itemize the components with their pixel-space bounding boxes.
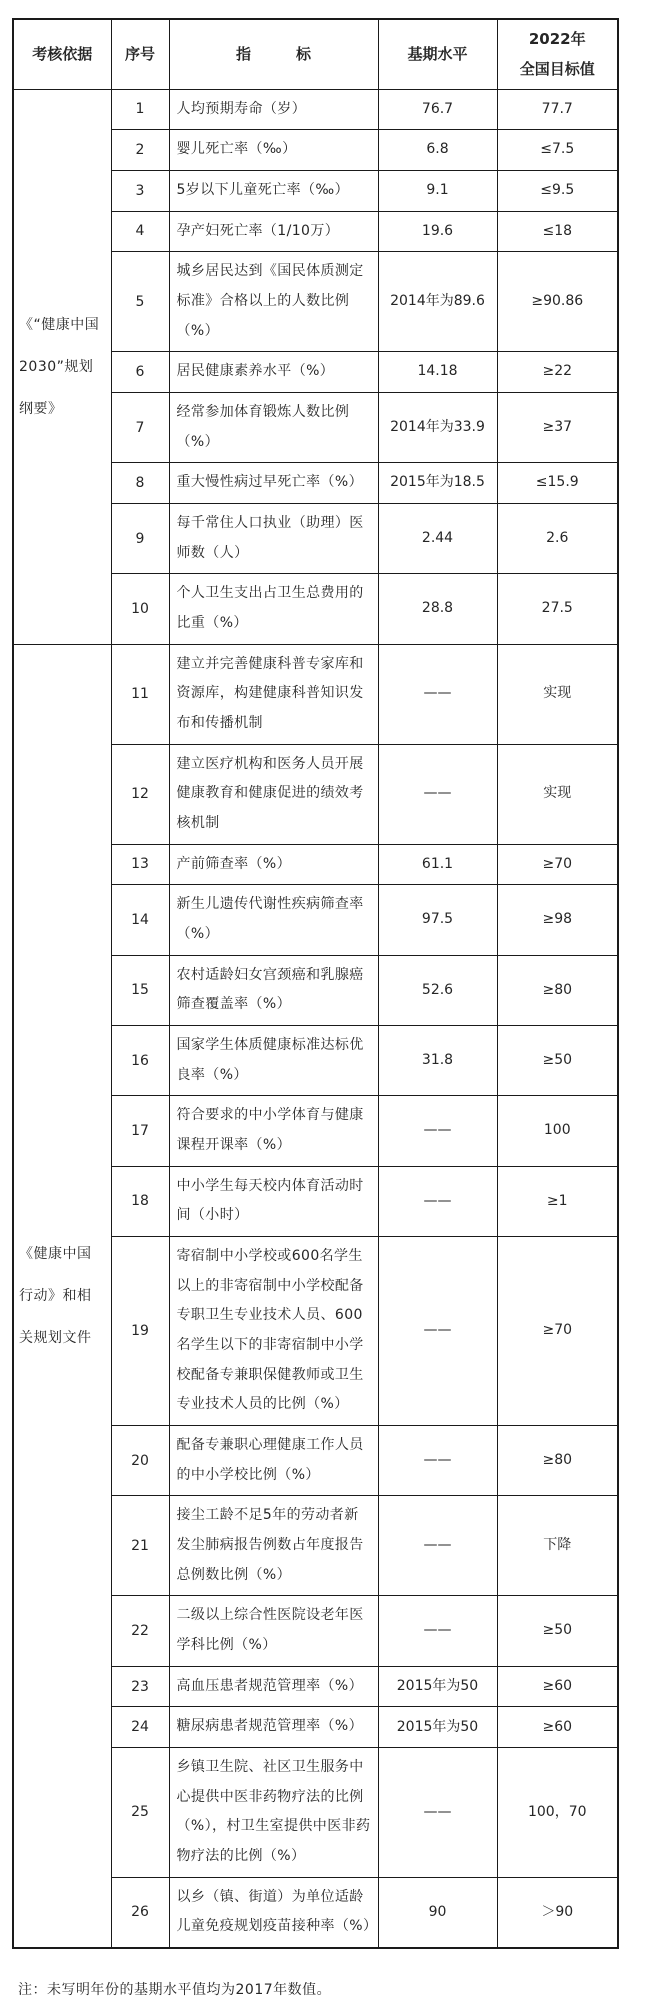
row-target: ≤15.9 bbox=[497, 463, 618, 504]
row-indicator: 孕产妇死亡率（1/10万） bbox=[169, 211, 378, 252]
row-indicator: 接尘工龄不足5年的劳动者新发尘肺病报告例数占年度报告总例数比例（%） bbox=[169, 1496, 378, 1596]
row-indicator: 产前筛查率（%） bbox=[169, 844, 378, 885]
row-indicator: 居民健康素养水平（%） bbox=[169, 352, 378, 393]
row-baseline: 52.6 bbox=[378, 955, 497, 1025]
row-number: 21 bbox=[111, 1496, 169, 1596]
row-target: ≥98 bbox=[497, 885, 618, 955]
row-baseline: 2015年为50 bbox=[378, 1666, 497, 1707]
row-baseline: 61.1 bbox=[378, 844, 497, 885]
row-target: ≤18 bbox=[497, 211, 618, 252]
row-baseline: —— bbox=[378, 744, 497, 844]
row-target: 下降 bbox=[497, 1496, 618, 1596]
row-baseline: 76.7 bbox=[378, 89, 497, 130]
row-baseline: 14.18 bbox=[378, 352, 497, 393]
row-baseline: 90 bbox=[378, 1877, 497, 1948]
row-indicator: 糖尿病患者规范管理率（%） bbox=[169, 1707, 378, 1748]
footnote: 注：未写明年份的基期水平值均为2017年数值。 bbox=[18, 1982, 332, 1999]
row-baseline: —— bbox=[378, 1166, 497, 1236]
row-number: 3 bbox=[111, 170, 169, 211]
row-target: 2.6 bbox=[497, 503, 618, 573]
row-number: 10 bbox=[111, 574, 169, 644]
row-target: ≥90.86 bbox=[497, 252, 618, 352]
assessment-basis-cell: 《健康中国行动》和相关规划文件 bbox=[13, 644, 111, 1948]
row-indicator: 中小学生每天校内体育活动时间（小时） bbox=[169, 1166, 378, 1236]
row-number: 5 bbox=[111, 252, 169, 352]
row-baseline: 2015年为50 bbox=[378, 1707, 497, 1748]
row-number: 2 bbox=[111, 130, 169, 171]
row-baseline: —— bbox=[378, 1237, 497, 1426]
row-target: 77.7 bbox=[497, 89, 618, 130]
row-target: ≥70 bbox=[497, 1237, 618, 1426]
row-number: 7 bbox=[111, 392, 169, 462]
row-target: 实现 bbox=[497, 644, 618, 744]
row-baseline: 6.8 bbox=[378, 130, 497, 171]
row-target: ≤9.5 bbox=[497, 170, 618, 211]
row-indicator: 乡镇卫生院、社区卫生服务中心提供中医非药物疗法的比例（%），村卫生室提供中医非药物疗法的比例（%） bbox=[169, 1748, 378, 1878]
row-number: 24 bbox=[111, 1707, 169, 1748]
row-baseline: —— bbox=[378, 1496, 497, 1596]
row-target: ≥50 bbox=[497, 1596, 618, 1666]
column-header-target-year: 2022年 bbox=[528, 30, 586, 49]
row-indicator: 符合要求的中小学体育与健康课程开课率（%） bbox=[169, 1096, 378, 1166]
column-header-basis: 考核依据 bbox=[13, 19, 111, 89]
row-target: 27.5 bbox=[497, 574, 618, 644]
row-baseline: 2014年为89.6 bbox=[378, 252, 497, 352]
row-target: ≥37 bbox=[497, 392, 618, 462]
row-number: 12 bbox=[111, 744, 169, 844]
row-baseline: 31.8 bbox=[378, 1025, 497, 1095]
row-number: 23 bbox=[111, 1666, 169, 1707]
row-baseline: —— bbox=[378, 1096, 497, 1166]
indicator-table-body bbox=[13, 89, 618, 1948]
row-number: 6 bbox=[111, 352, 169, 393]
row-baseline: 2015年为18.5 bbox=[378, 463, 497, 504]
row-number: 4 bbox=[111, 211, 169, 252]
table-header bbox=[13, 19, 618, 89]
row-indicator: 二级以上综合性医院设老年医学科比例（%） bbox=[169, 1596, 378, 1666]
document-page bbox=[0, 18, 648, 1999]
row-indicator: 人均预期寿命（岁） bbox=[169, 89, 378, 130]
row-indicator: 国家学生体质健康标准达标优良率（%） bbox=[169, 1025, 378, 1095]
row-indicator: 建立并完善健康科普专家库和资源库，构建健康科普知识发布和传播机制 bbox=[169, 644, 378, 744]
row-baseline: 19.6 bbox=[378, 211, 497, 252]
row-target: 100 bbox=[497, 1096, 618, 1166]
row-baseline: 28.8 bbox=[378, 574, 497, 644]
assessment-basis-cell: 《“健康中国2030”规划纲要》 bbox=[13, 89, 111, 644]
row-number: 22 bbox=[111, 1596, 169, 1666]
row-indicator: 新生儿遗传代谢性疾病筛查率（%） bbox=[169, 885, 378, 955]
row-target: ≤7.5 bbox=[497, 130, 618, 171]
row-number: 11 bbox=[111, 644, 169, 744]
row-number: 17 bbox=[111, 1096, 169, 1166]
row-target: 实现 bbox=[497, 744, 618, 844]
row-target: ≥1 bbox=[497, 1166, 618, 1236]
row-baseline: 9.1 bbox=[378, 170, 497, 211]
row-baseline: —— bbox=[378, 1596, 497, 1666]
health-indicator-table bbox=[12, 18, 619, 1949]
row-number: 20 bbox=[111, 1426, 169, 1496]
row-indicator: 以乡（镇、街道）为单位适龄儿童免疫规划疫苗接种率（%） bbox=[169, 1877, 378, 1948]
row-indicator: 个人卫生支出占卫生总费用的比重（%） bbox=[169, 574, 378, 644]
column-header-target-label: 全国目标值 bbox=[519, 60, 595, 79]
row-number: 9 bbox=[111, 503, 169, 573]
column-header-baseline: 基期水平 bbox=[378, 19, 497, 89]
header-row bbox=[13, 19, 618, 89]
row-target: 100，70 bbox=[497, 1748, 618, 1878]
row-baseline: 97.5 bbox=[378, 885, 497, 955]
row-number: 16 bbox=[111, 1025, 169, 1095]
row-indicator: 每千常住人口执业（助理）医师数（人） bbox=[169, 503, 378, 573]
row-target: ＞90 bbox=[497, 1877, 618, 1948]
row-indicator: 重大慢性病过早死亡率（%） bbox=[169, 463, 378, 504]
row-number: 1 bbox=[111, 89, 169, 130]
column-header-indicator: 指 标 bbox=[169, 19, 378, 89]
row-target: ≥80 bbox=[497, 955, 618, 1025]
row-number: 8 bbox=[111, 463, 169, 504]
row-indicator: 城乡居民达到《国民体质测定标准》合格以上的人数比例（%） bbox=[169, 252, 378, 352]
row-number: 19 bbox=[111, 1237, 169, 1426]
row-baseline: 2.44 bbox=[378, 503, 497, 573]
row-indicator: 配备专兼职心理健康工作人员的中小学校比例（%） bbox=[169, 1426, 378, 1496]
row-indicator: 经常参加体育锻炼人数比例（%） bbox=[169, 392, 378, 462]
row-indicator: 高血压患者规范管理率（%） bbox=[169, 1666, 378, 1707]
row-baseline: 2014年为33.9 bbox=[378, 392, 497, 462]
row-number: 25 bbox=[111, 1748, 169, 1878]
row-target: ≥50 bbox=[497, 1025, 618, 1095]
row-indicator: 建立医疗机构和医务人员开展健康教育和健康促进的绩效考核机制 bbox=[169, 744, 378, 844]
row-baseline: —— bbox=[378, 1748, 497, 1878]
row-target: ≥60 bbox=[497, 1707, 618, 1748]
row-number: 15 bbox=[111, 955, 169, 1025]
row-baseline: —— bbox=[378, 1426, 497, 1496]
row-target: ≥70 bbox=[497, 844, 618, 885]
row-number: 26 bbox=[111, 1877, 169, 1948]
row-number: 14 bbox=[111, 885, 169, 955]
table-row bbox=[13, 89, 618, 130]
row-baseline: —— bbox=[378, 644, 497, 744]
row-number: 18 bbox=[111, 1166, 169, 1236]
row-indicator: 寄宿制中小学校或600名学生以上的非寄宿制中小学校配备专职卫生专业技术人员、600名学生以下的非寄宿制中小学校配备专兼职保健教师或卫生专业技术人员的比例（%） bbox=[169, 1237, 378, 1426]
row-target: ≥60 bbox=[497, 1666, 618, 1707]
row-indicator: 婴儿死亡率（‰） bbox=[169, 130, 378, 171]
row-indicator: 5岁以下儿童死亡率（‰） bbox=[169, 170, 378, 211]
column-header-target bbox=[497, 19, 618, 89]
row-target: ≥22 bbox=[497, 352, 618, 393]
row-number: 13 bbox=[111, 844, 169, 885]
table-row bbox=[13, 644, 618, 744]
row-target: ≥80 bbox=[497, 1426, 618, 1496]
row-indicator: 农村适龄妇女宫颈癌和乳腺癌筛查覆盖率（%） bbox=[169, 955, 378, 1025]
column-header-number: 序号 bbox=[111, 19, 169, 89]
